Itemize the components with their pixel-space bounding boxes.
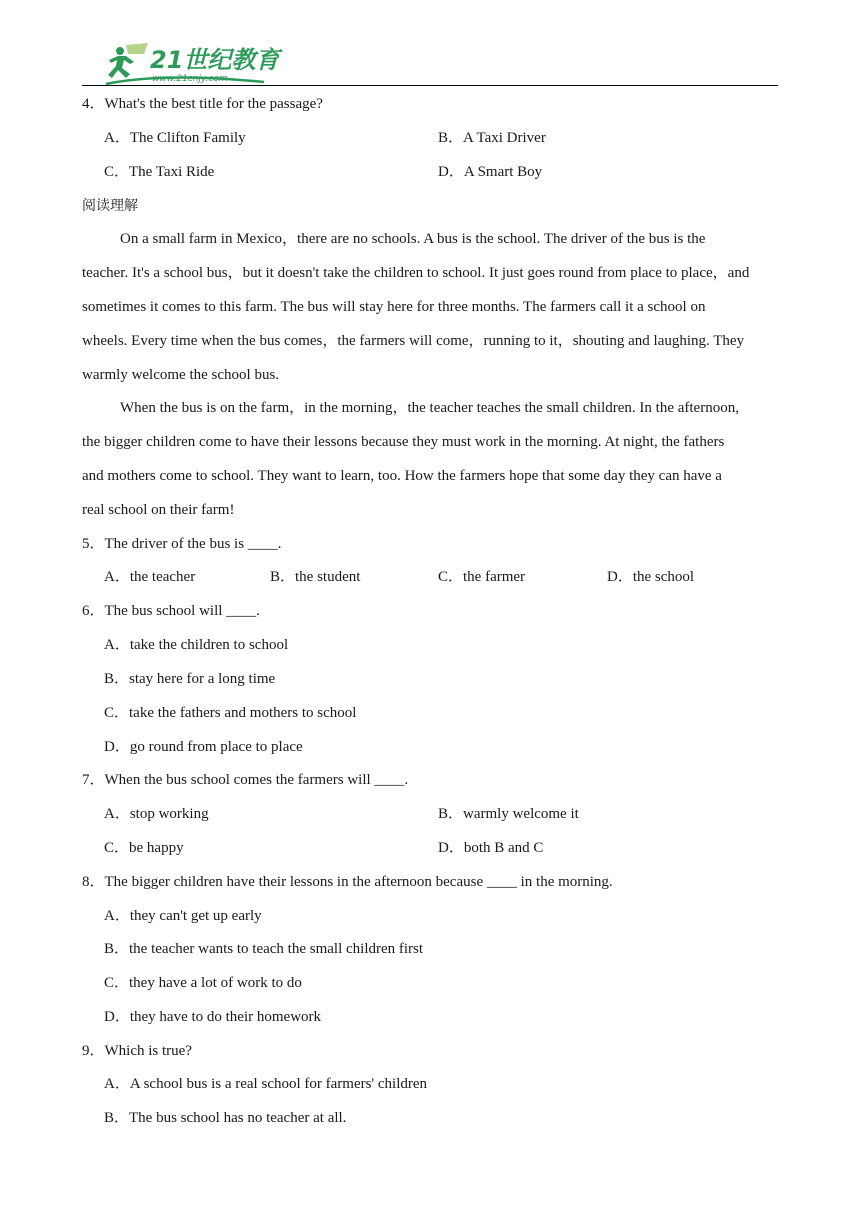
option-d: D．both B and C — [438, 840, 544, 856]
option-d: D．they have to do their homework — [104, 1009, 322, 1025]
option-a: A．The Clifton Family — [104, 130, 246, 146]
option-d: D．go round from place to place — [104, 739, 303, 755]
option-b: B．the student — [270, 569, 361, 585]
passage-line: wheels. Every time when the bus comes，the farmers will come，running to it，shouting and laughing. They — [82, 333, 745, 349]
option-a: A．they can't get up early — [104, 908, 262, 924]
option-a: A．A school bus is a real school for farmers' children — [104, 1076, 428, 1092]
passage-line: real school on their farm! — [82, 502, 235, 518]
option-d: D．the school — [607, 569, 695, 585]
passage-line: and mothers come to school. They want to learn, too. How the farmers hope that some day they can have a — [82, 468, 722, 484]
passage-line: the bigger children come to have their lessons because they must work in the morning. At night, the fathers — [82, 434, 725, 450]
option-c: C．the farmer — [438, 569, 526, 585]
question-stem: 9．Which is true? — [82, 1043, 192, 1059]
option-c: C．take the fathers and mothers to school — [104, 705, 357, 721]
question-stem: 6．The bus school will ____. — [82, 603, 260, 619]
question-stem: 5．The driver of the bus is ____. — [82, 536, 282, 552]
option-b: B．The bus school has no teacher at all. — [104, 1110, 347, 1126]
logo-sub-text: www.21cnjy.com — [152, 74, 228, 84]
logo — [104, 42, 294, 86]
question-stem: 7．When the bus school comes the farmers will ____. — [82, 772, 409, 788]
passage-line: sometimes it comes to this farm. The bus will stay here for three months. The farmers call it a school on — [82, 299, 706, 315]
question-stem: 8．The bigger children have their lessons in the afternoon because ____ in the morning. — [82, 874, 613, 890]
option-b: B．warmly welcome it — [438, 806, 579, 822]
passage-line: warmly welcome the school bus. — [82, 367, 280, 383]
option-c: C．The Taxi Ride — [104, 164, 215, 180]
option-a: A．take the children to school — [104, 637, 289, 653]
option-b: B．the teacher wants to teach the small children first — [104, 941, 424, 957]
option-d: D．A Smart Boy — [438, 164, 543, 180]
question-stem: 4．What's the best title for the passage? — [82, 96, 323, 112]
option-b: B．A Taxi Driver — [438, 130, 546, 146]
option-c: C．they have a lot of work to do — [104, 975, 302, 991]
option-b: B．stay here for a long time — [104, 671, 276, 687]
option-a: A．the teacher — [104, 569, 196, 585]
passage-line: When the bus is on the farm，in the morning，the teacher teaches the small children. In the afternoon, — [120, 400, 739, 416]
passage-line: teacher. It's a school bus，but it doesn't take the children to school. It just goes round from place to place，and — [82, 265, 750, 281]
page-header — [82, 40, 778, 86]
passage-line: On a small farm in Mexico，there are no schools. A bus is the school. The driver of the bus is the — [120, 231, 706, 247]
logo-main-text: 21世纪教育 — [150, 46, 280, 74]
option-a: A．stop working — [104, 806, 209, 822]
section-title: 阅读理解 — [82, 198, 138, 214]
header-divider — [82, 85, 778, 86]
option-c: C．be happy — [104, 840, 184, 856]
